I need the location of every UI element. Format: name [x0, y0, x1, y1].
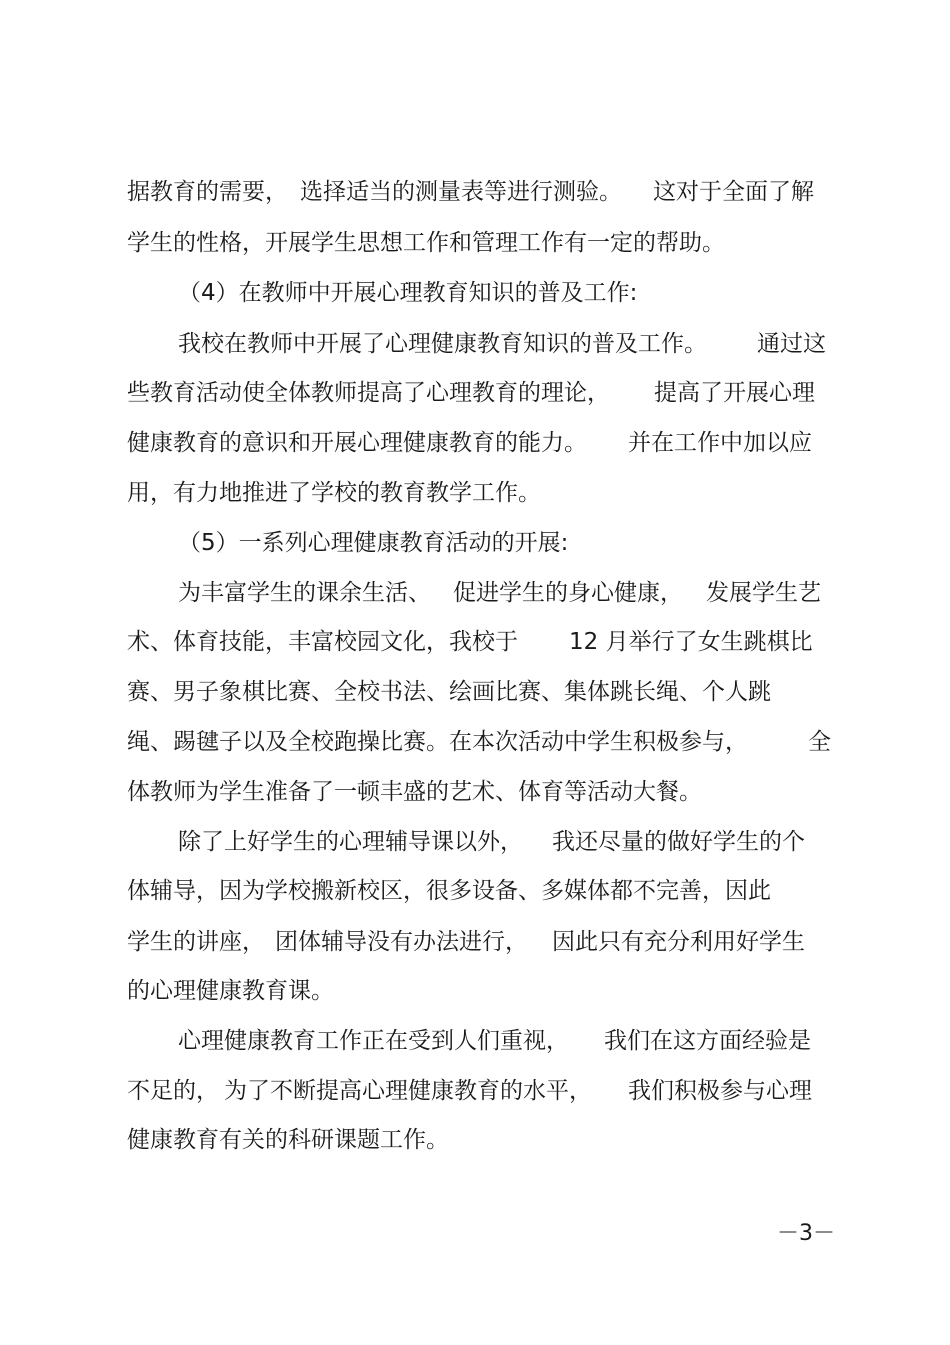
- text-segment: 不足的，: [127, 1078, 219, 1104]
- text-segment: 用，有力地推进了学校的教育教学工作。: [127, 480, 541, 506]
- text-segment: 据教育的需要，: [127, 179, 288, 205]
- text-segment: 通过这: [757, 331, 826, 357]
- text-segment: 健康教育的意识和开展心理健康教育的能力。: [127, 430, 587, 456]
- text-segment: 我们在这方面经验是: [604, 1028, 811, 1054]
- text-line-14: [0, 829, 950, 855]
- text-segment: 为了不断提高心理健康教育的水平，: [224, 1078, 592, 1104]
- text-segment: 12 月举行了女生跳棋比: [569, 629, 813, 655]
- text-segment: 体辅导，因为学校搬新校区，很多设备、多媒体都不完善，因此: [127, 878, 771, 904]
- text-line-15: [0, 878, 950, 904]
- text-segment: （4）在教师中开展心理教育知识的普及工作:: [178, 280, 638, 306]
- text-segment: 除了上好学生的心理辅导课以外，: [178, 829, 523, 855]
- text-segment: 发展学生艺: [706, 580, 821, 606]
- text-line-4: [0, 331, 950, 357]
- text-segment: 些教育活动使全体教师提高了心理教育的理论，: [127, 380, 610, 406]
- text-segment: 体教师为学生准备了一顿丰盛的艺术、体育等活动大餐。: [127, 779, 702, 805]
- text-line-11: [0, 679, 950, 705]
- text-line-6: [0, 430, 950, 456]
- text-line-20: [0, 1127, 950, 1153]
- text-segment: 我校在教师中开展了心理健康教育知识的普及工作。: [178, 331, 707, 357]
- text-segment: 术、体育技能，丰富校园文化，我校于: [127, 629, 518, 655]
- text-segment: 因此只有充分利用好学生: [552, 929, 805, 955]
- text-segment: 全: [808, 729, 831, 755]
- text-line-18: [0, 1028, 950, 1054]
- text-segment: 学生的讲座，: [127, 929, 265, 955]
- text-segment: 我们积极参与心理: [628, 1078, 812, 1104]
- text-segment: 的心理健康教育课。: [127, 978, 334, 1004]
- text-segment: 健康教育有关的科研课题工作。: [127, 1127, 449, 1153]
- text-line-19: [0, 1078, 950, 1104]
- text-line-2: [0, 230, 950, 256]
- section-heading-5: [0, 530, 950, 556]
- text-segment: （5）一系列心理健康教育活动的开展:: [178, 530, 569, 556]
- text-segment: 心理健康教育工作正在受到人们重视，: [178, 1028, 569, 1054]
- text-line-10: [0, 629, 950, 655]
- text-segment: 提高了开展心理: [654, 380, 815, 406]
- text-segment: 为丰富学生的课余生活、: [178, 580, 431, 606]
- text-segment: 选择适当的测量表等进行测验。: [300, 179, 622, 205]
- text-line-1: [0, 179, 950, 205]
- text-line-17: [0, 978, 950, 1004]
- text-segment: 绳、踢毽子以及全校跑操比赛。在本次活动中学生积极参与，: [127, 729, 748, 755]
- text-line-7: [0, 480, 950, 506]
- text-segment: 并在工作中加以应: [628, 430, 812, 456]
- page-number: －3－: [777, 1221, 835, 1246]
- text-segment: 我还尽量的做好学生的个: [552, 829, 805, 855]
- text-line-12: [0, 729, 950, 755]
- text-segment: 促进学生的身心健康，: [453, 580, 683, 606]
- text-segment: 学生的性格，开展学生思想工作和管理工作有一定的帮助。: [127, 230, 725, 256]
- section-heading-4: [0, 280, 950, 306]
- text-segment: 这对于全面了解: [653, 179, 814, 205]
- text-line-16: [0, 929, 950, 955]
- text-segment: 团体辅导没有办法进行，: [275, 929, 528, 955]
- text-line-9: [0, 580, 950, 606]
- text-segment: 赛、男子象棋比赛、全校书法、绘画比赛、集体跳长绳、个人跳: [127, 679, 771, 705]
- text-line-5: [0, 380, 950, 406]
- text-line-13: [0, 779, 950, 805]
